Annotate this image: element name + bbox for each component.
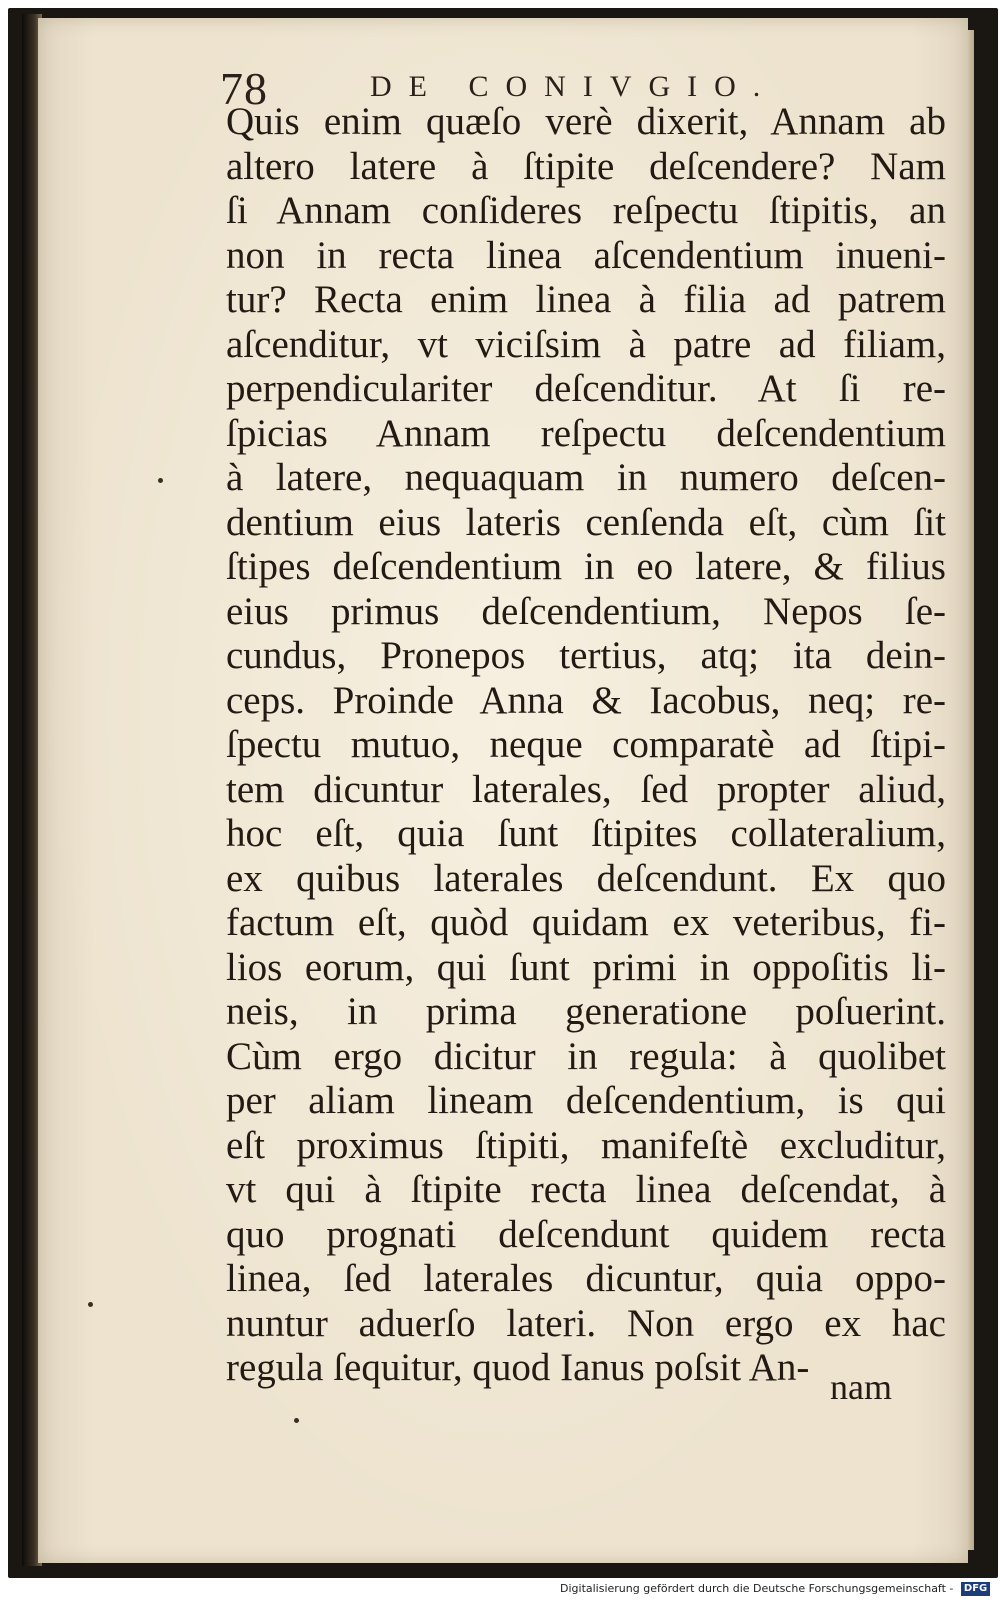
- text-block: [226, 100, 946, 1391]
- digitization-credit: [560, 1582, 990, 1602]
- catchword: nam: [830, 1367, 892, 1407]
- text-line: Quis enim quæſo verè dixerit, Annam ab: [226, 100, 946, 143]
- text-line: quo prognati deſcendunt quidem recta: [226, 1212, 946, 1256]
- text-line: vt qui à ſtipite recta linea deſcendat, à: [226, 1168, 946, 1211]
- ink-speck: [158, 478, 163, 483]
- text-line: eius primus deſcendentium, Nepos ſe-: [226, 589, 946, 633]
- text-line: neis, in prima generatione poſuerint.: [226, 990, 946, 1033]
- text-line: ſtipes deſcendentium in eo latere, & filius: [226, 545, 946, 588]
- text-line: ſpectu mutuo, neque comparatè ad ſtipi-: [226, 723, 946, 766]
- text-line: ſi Annam conſideres reſpectu ſtipitis, an: [226, 189, 946, 232]
- text-line: lios eorum, qui ſunt primi in oppoſitis li-: [226, 945, 946, 989]
- text-line: ſpicias Annam reſpectu deſcendentium: [226, 411, 946, 455]
- page-number: 78: [220, 63, 268, 114]
- text-line: tem dicuntur laterales, ſed propter aliud,: [226, 767, 946, 811]
- text-line: dentium eius lateris cenſenda eſt, cùm ſit: [226, 500, 946, 544]
- ink-speck: [294, 1418, 299, 1423]
- text-line: aſcenditur, vt viciſsim à patre ad filiam,: [226, 322, 946, 366]
- running-head-title: DE CONIVGIO.: [370, 70, 778, 103]
- text-line: hoc eſt, quia ſunt ſtipites collateralium,: [226, 812, 946, 855]
- text-line: linea, ſed laterales dicuntur, quia oppo-: [226, 1257, 946, 1300]
- credit-text: Digitalisierung gefördert durch die Deutsche Forschungsgemeinschaft -: [560, 1582, 954, 1595]
- text-line: cundus, Pronepos tertius, atq; ita dein-: [226, 634, 946, 677]
- dfg-logo: DFG: [961, 1582, 990, 1596]
- page-edge: [966, 30, 974, 1550]
- text-line: à latere, nequaquam in numero deſcen-: [226, 456, 946, 499]
- text-line: non in recta linea aſcendentium inueni-: [226, 233, 946, 277]
- ink-speck: [88, 1302, 93, 1307]
- text-line: altero latere à ſtipite deſcendere? Nam: [226, 144, 946, 188]
- text-line: ceps. Proinde Anna & Iacobus, neq; re-: [226, 678, 946, 722]
- text-line: per aliam lineam deſcendentium, is qui: [226, 1079, 946, 1122]
- text-line: eſt proximus ſtipiti, manifeſtè excluditur,: [226, 1123, 946, 1167]
- text-line: regula ſequitur, quod Ianus poſsit An-: [226, 1346, 810, 1389]
- text-line: perpendiculariter deſcenditur. At ſi re-: [226, 367, 946, 410]
- text-line: tur? Recta enim linea à filia ad patrem: [226, 278, 946, 321]
- text-line: nuntur aduerſo lateri. Non ergo ex hac: [226, 1301, 946, 1345]
- text-line: ex quibus laterales deſcendunt. Ex quo: [226, 856, 946, 900]
- text-line: factum eſt, quòd quidam ex veteribus, fi-: [226, 901, 946, 944]
- text-line: Cùm ergo dicitur in regula: à quolibet: [226, 1034, 946, 1078]
